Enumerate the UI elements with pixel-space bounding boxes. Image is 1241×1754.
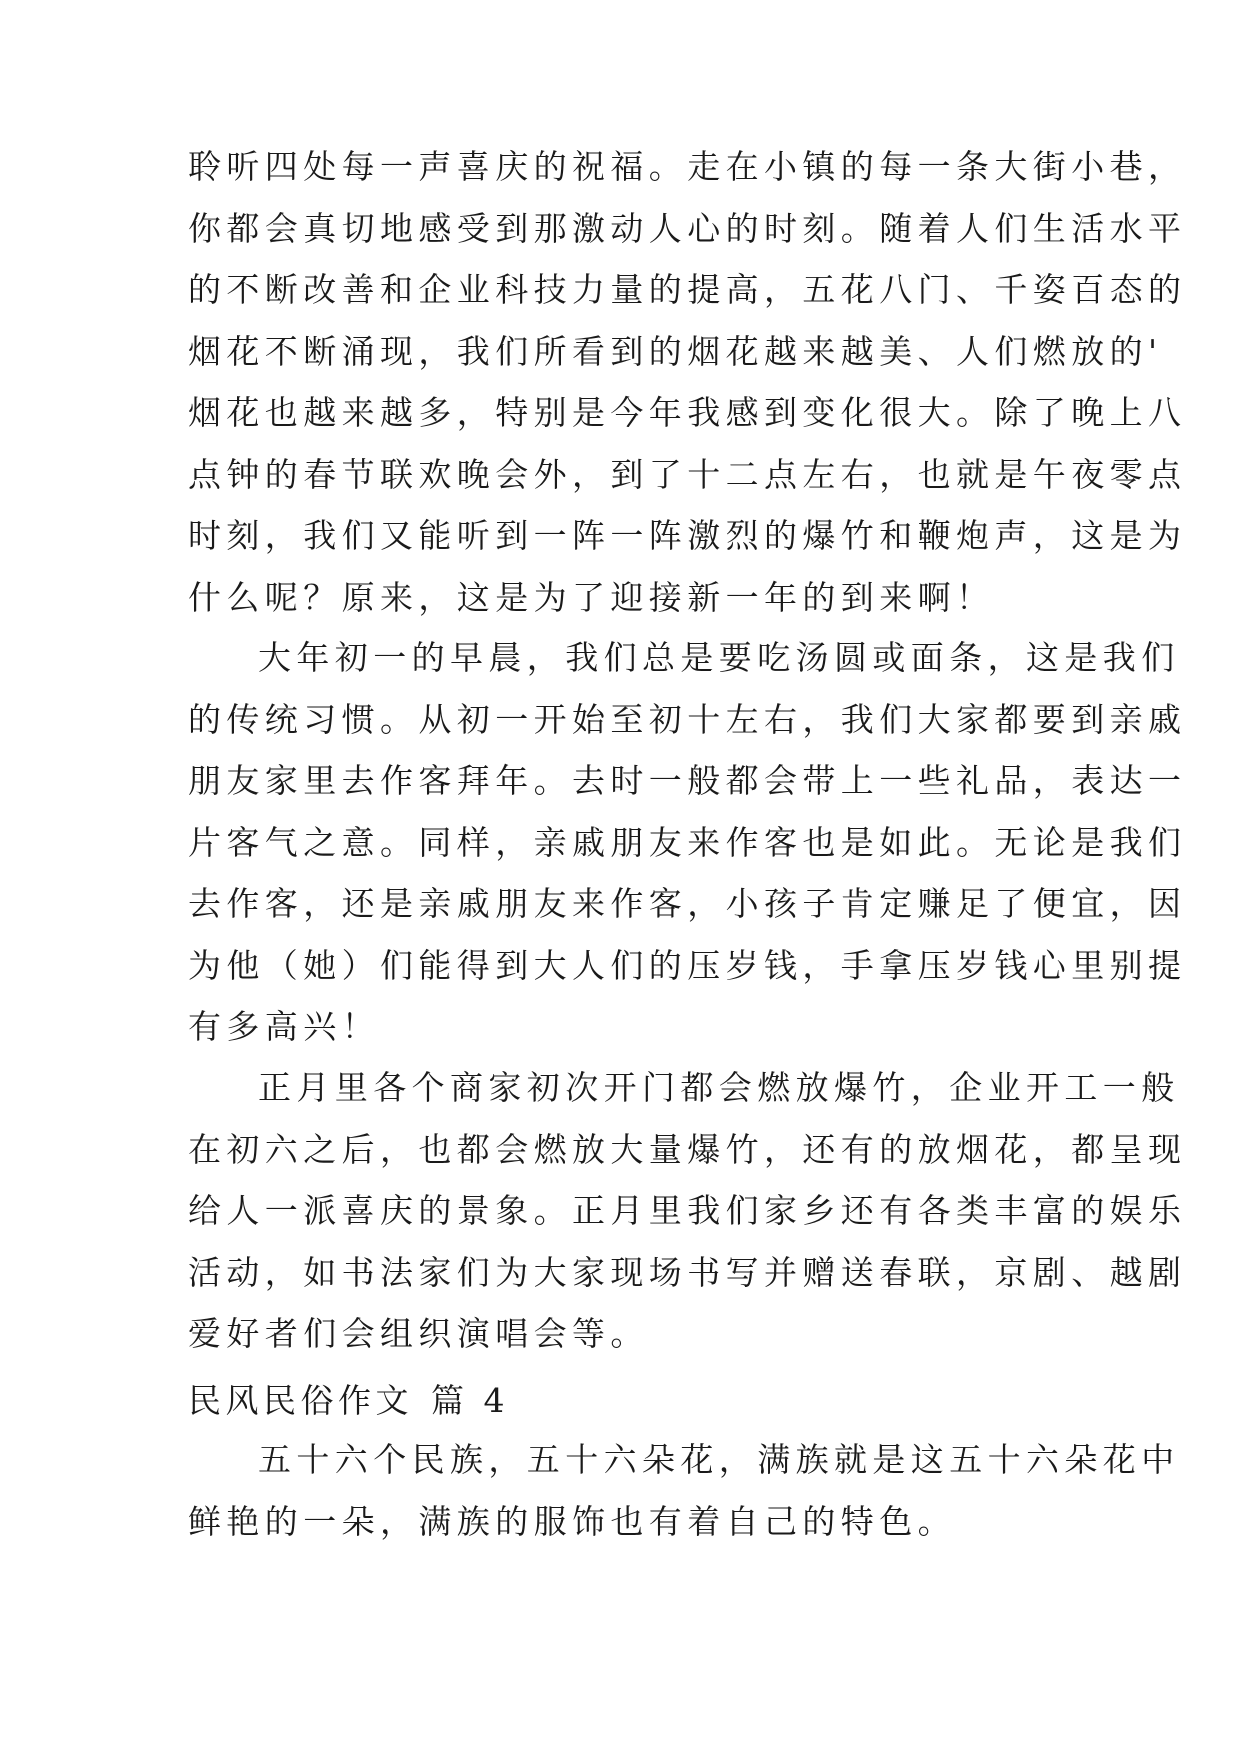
paragraph-4-line-1: 五十六个民族，五十六朵花，满族就是这五十六朵花中: [258, 1440, 1180, 1479]
paragraph-2-line-2: 的传统习惯。从初一开始至初十左右，我们大家都要到亲戚: [188, 699, 1187, 739]
paragraph-1-line-3: 的不断改善和企业科技力量的提高，五花八门、千姿百态的: [188, 270, 1187, 309]
paragraph-2: [188, 627, 1187, 1058]
paragraph-1-line-8: 什么呢？原来，这是为了迎接新一年的到来啊！: [188, 577, 995, 617]
section-heading: [188, 1370, 509, 1432]
paragraph-1-line-6: 点钟的春节联欢晚会外，到了十二点左右，也就是午夜零点: [188, 454, 1187, 494]
paragraph-1-line-1: 聆听四处每一声喜庆的祝福。走在小镇的每一条大街小巷，: [188, 147, 1187, 186]
paragraph-2-line-7: 有多高兴！: [188, 1007, 380, 1046]
paragraph-3: [188, 1057, 1187, 1365]
paragraph-3-line-2: 在初六之后，也都会燃放大量爆竹，还有的放烟花，都呈现: [188, 1129, 1187, 1169]
paragraph-1-line-7: 时刻，我们又能听到一阵一阵激烈的爆竹和鞭炮声，这是为: [188, 516, 1187, 555]
paragraph-1: [188, 136, 1187, 628]
paragraph-2-line-4: 片客气之意。同样，亲戚朋友来作客也是如此。无论是我们: [188, 822, 1187, 862]
section-heading-part: 篇 4: [431, 1381, 509, 1420]
paragraph-1-line-2: 你都会真切地感受到那激动人心的时刻。随着人们生活水平: [188, 208, 1187, 248]
section-heading-title: 民风民俗作文: [188, 1381, 413, 1420]
paragraph-3-line-5: 爱好者们会组织演唱会等。: [188, 1314, 649, 1353]
paragraph-4-line-2: 鲜艳的一朵，满族的服饰也有着自己的特色。: [188, 1501, 956, 1541]
paragraph-3-line-1: 正月里各个商家初次开门都会燃放爆竹，企业开工一般: [258, 1068, 1180, 1107]
paragraph-3-line-4: 活动，如书法家们为大家现场书写并赠送春联，京剧、越剧: [188, 1252, 1187, 1292]
paragraph-2-line-3: 朋友家里去作客拜年。去时一般都会带上一些礼品，表达一: [188, 761, 1187, 800]
paragraph-3-line-3: 给人一派喜庆的景象。正月里我们家乡还有各类丰富的娱乐: [188, 1191, 1187, 1230]
paragraph-4: [188, 1429, 1180, 1552]
paragraph-2-line-5: 去作客，还是亲戚朋友来作客，小孩子肯定赚足了便宜，因: [188, 884, 1187, 923]
paragraph-2-line-1: 大年初一的早晨，我们总是要吃汤圆或面条，这是我们: [258, 638, 1180, 677]
paragraph-1-line-4: 烟花不断涌现，我们所看到的烟花越来越美、人们燃放的': [188, 331, 1163, 371]
paragraph-1-line-5: 烟花也越来越多，特别是今年我感到变化很大。除了晚上八: [188, 393, 1187, 432]
paragraph-2-line-6: 为他（她）们能得到大人们的压岁钱，手拿压岁钱心里别提: [188, 945, 1187, 985]
